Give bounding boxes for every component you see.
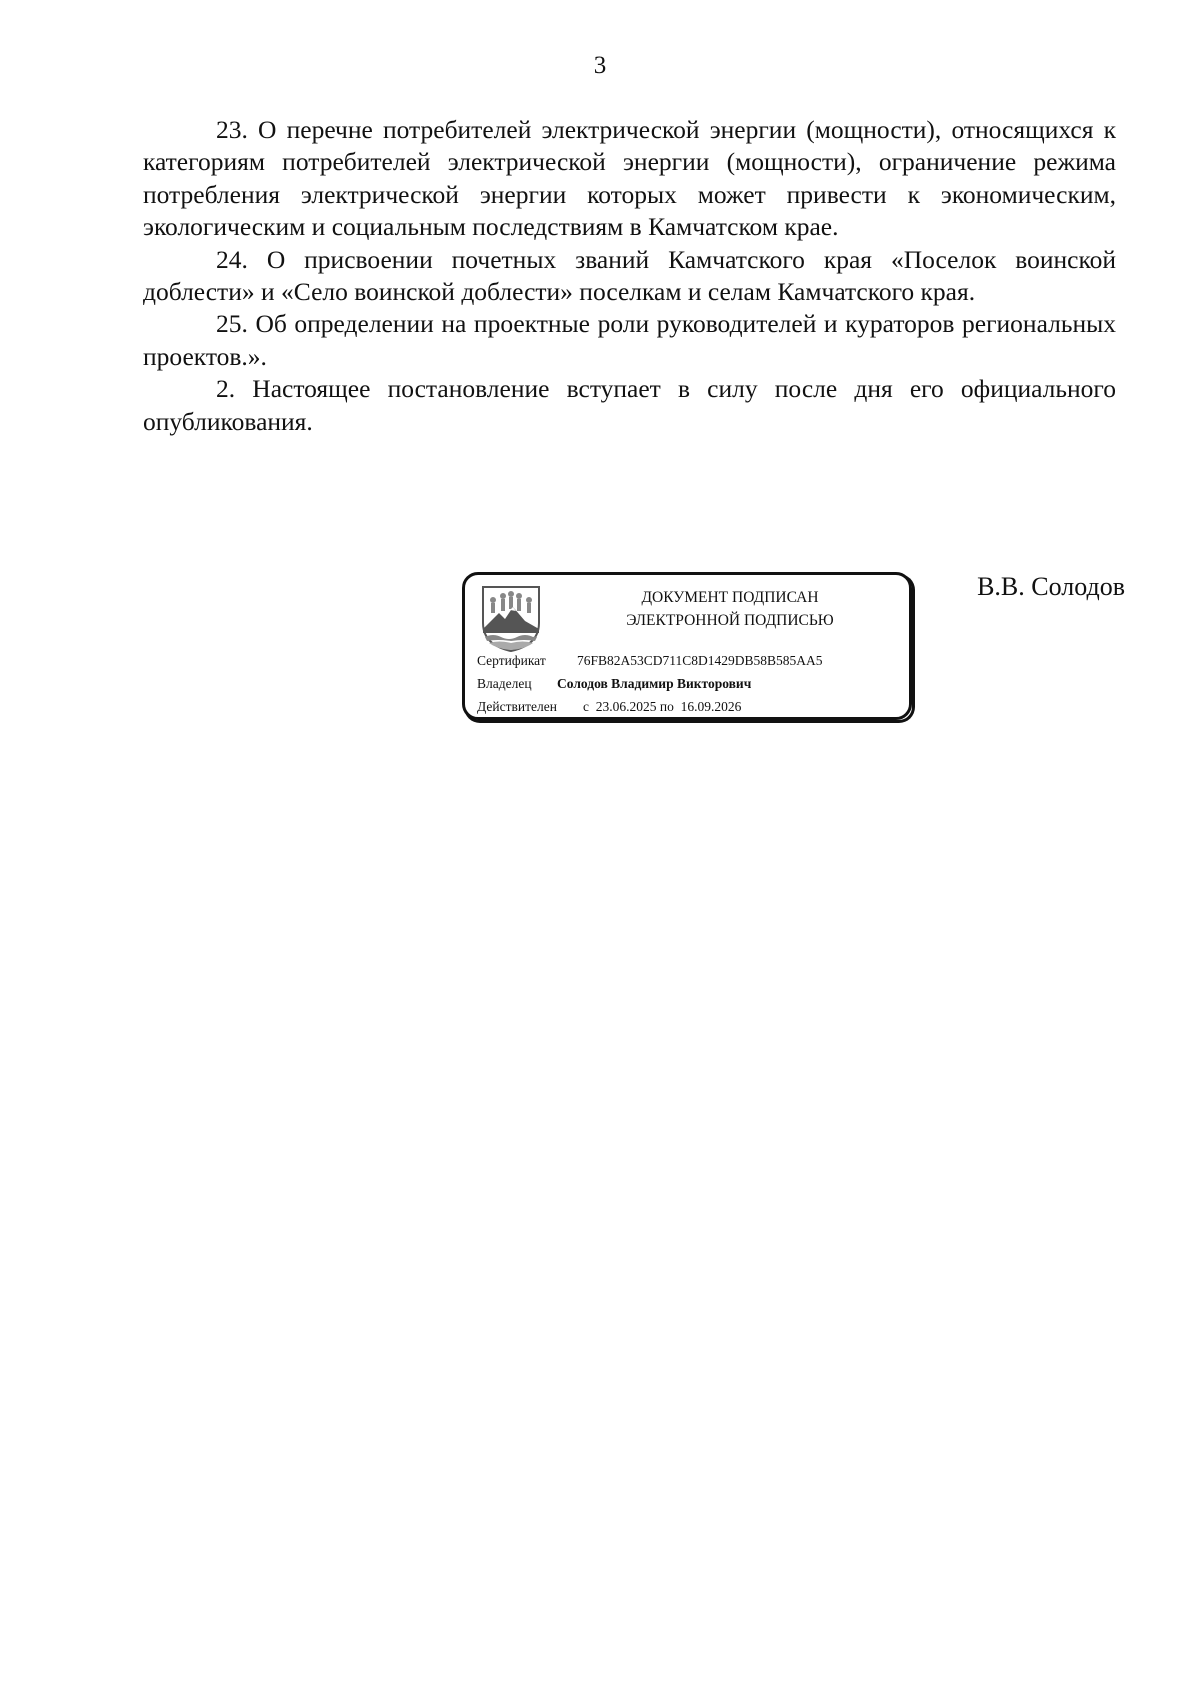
page-number: 3 <box>593 52 607 79</box>
owner-label: Владелец <box>477 676 532 691</box>
stamp-title <box>565 586 895 632</box>
owner-value: Солодов Владимир Викторович <box>557 676 752 691</box>
certificate-value: 76FB82A53CD711C8D1429DB58B585AA5 <box>577 653 823 668</box>
validity-value: с 23.06.2025 по 16.09.2026 <box>583 699 742 714</box>
electronic-signature-stamp <box>462 572 912 720</box>
document-body <box>143 114 1116 438</box>
kamchatka-coat-of-arms-icon <box>479 583 543 653</box>
validity-label: Действителен <box>477 699 557 714</box>
signer-name: В.В. Солодов <box>977 572 1125 601</box>
validity-row <box>477 699 741 715</box>
stamp-title-line-2: ЭЛЕКТРОННОЙ ПОДПИСЬЮ <box>626 612 834 629</box>
paragraph-item-25: 25. Об определении на проектные роли руководителей и кураторов региональных проектов.». <box>143 309 1116 371</box>
stamp-title-line-1: ДОКУМЕНТ ПОДПИСАН <box>641 589 819 606</box>
certificate-label: Сертификат <box>477 653 546 668</box>
paragraph-item-23: 23. О перечне потребителей электрической энергии (мощности), относящихся к категориям потребителей электрической энергии (мощности), ограничение режима потребления электрической энергии которых может привести к экономическим, экологическим и социальным последствиям в Камчатском крае. <box>143 115 1116 242</box>
paragraph-effective-date: 2. Настоящее постановление вступает в силу после дня его официального опубликования. <box>143 374 1116 436</box>
paragraph-item-24: 24. О присвоении почетных званий Камчатского края «Поселок воинской доблести» и «Село воинской доблести» поселкам и селам Камчатского края. <box>143 244 1116 307</box>
owner-row <box>477 676 751 692</box>
certificate-row <box>477 653 823 669</box>
